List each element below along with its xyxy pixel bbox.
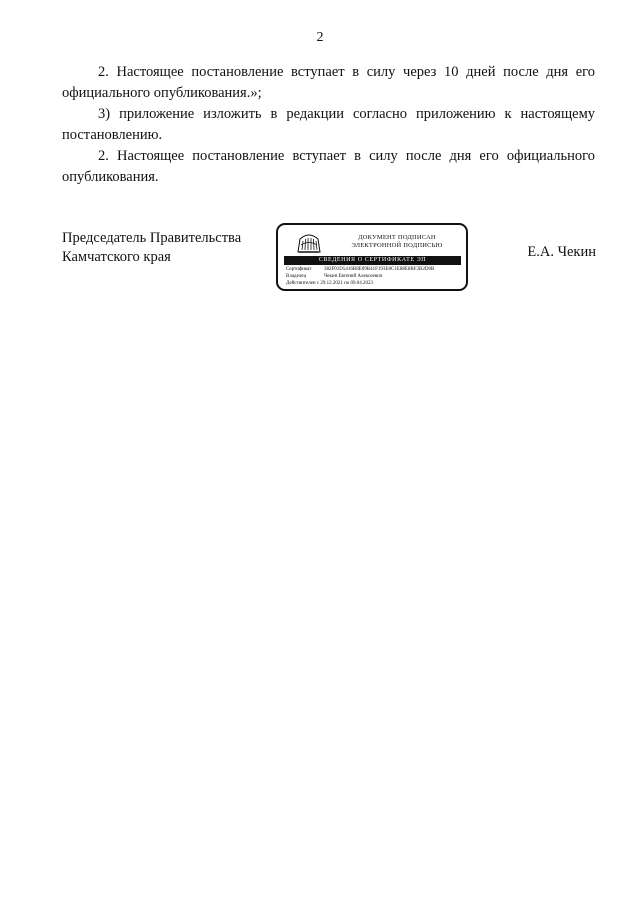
paragraph: 2. Настоящее постановление вступает в силу через 10 дней после дня его официального опубликования.»;: [62, 64, 595, 101]
stamp-details: [286, 266, 462, 287]
stamp-certificate-label: Сертификат: [286, 267, 312, 272]
signer-title-line: Председатель Правительства: [62, 230, 242, 246]
stamp-owner-label: Владелец: [286, 274, 307, 279]
stamp-header-line: ДОКУМЕНТ ПОДПИСАН: [358, 234, 436, 241]
signer-name: Е.А. Чекин: [527, 244, 596, 260]
signer-title: [62, 229, 241, 267]
electronic-signature-stamp: [276, 223, 468, 291]
coat-of-arms-icon: [296, 231, 322, 255]
stamp-certificate-value: 382F01D5416B8E09B41F193E8C1E88E8BF2B2D0B: [324, 267, 435, 272]
stamp-certificate-row: [286, 266, 462, 273]
stamp-owner-row: [286, 273, 462, 280]
document-body: [62, 62, 595, 188]
stamp-certificate-banner: СВЕДЕНИЯ О СЕРТИФИКАТЕ ЭП: [284, 256, 461, 265]
signer-title-line: Камчатского края: [62, 249, 171, 265]
paragraph: 2. Настоящее постановление вступает в силу после дня его официального опубликования.: [62, 148, 595, 185]
stamp-header-line: ЭЛЕКТРОННОЙ ПОДПИСЬЮ: [351, 242, 443, 249]
page-number: 2: [316, 30, 324, 45]
stamp-owner-value: Чекин Евгений Алексеевич: [324, 274, 383, 279]
paragraph: 3) приложение изложить в редакции согласно приложению к настоящему постановлению.: [62, 106, 595, 143]
stamp-validity-row: Действителен с 29.12.2021 по 09.04.2023: [286, 281, 373, 286]
stamp-header: [332, 234, 462, 250]
